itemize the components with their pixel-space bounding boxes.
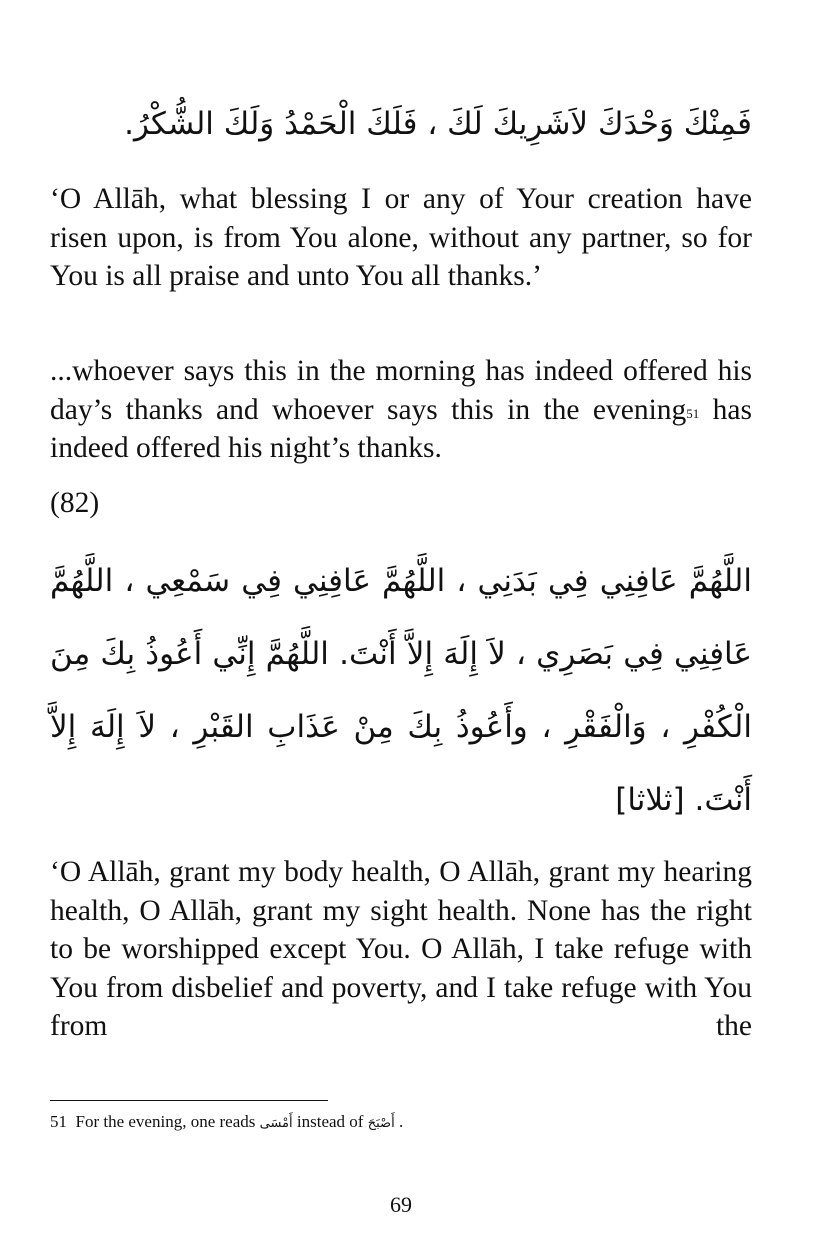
footnote bbox=[50, 1110, 403, 1136]
footnote-text-end: . bbox=[398, 1112, 404, 1131]
arabic-verse-ending: فَمِنْكَ وَحْدَكَ لاَشَرِيكَ لَكَ ، فَلَكَ الْحَمْدُ وَلَكَ الشُّكْرُ. bbox=[124, 106, 752, 142]
arabic-supplication: اللَّهُمَّ عَافِنِي فِي بَدَنِي ، اللَّهُمَّ عَافِنِي فِي سَمْعِي ، اللَّهُمَّ عَافِنِي فِي بَصَرِي ، لاَ إِلَهَ إِلاَّ أَنْتَ. اللَّهُمَّ إِنِّي أَعُوذُ بِكَ مِنَ الْكُفْرِ ، وَالْفَقْرِ ، وأَعُوذُ بِكَ مِنْ عَذَابِ القَبْرِ ، لاَ إِلَهَ إِلاَّ أَنْتَ. [ثلاثا] bbox=[50, 563, 752, 818]
footnote-text-before: For the evening, one reads bbox=[75, 1112, 256, 1131]
footnote-text-middle: instead of bbox=[296, 1112, 364, 1131]
note-paragraph bbox=[50, 352, 752, 468]
footnote-arabic-word-morning: أَصْبَحَ bbox=[367, 1116, 395, 1131]
page-number: 69 bbox=[390, 1192, 412, 1217]
book-page bbox=[50, 0, 752, 1256]
translation-paragraph-2: ‘O Allāh, grant my body health, O Allāh, grant my hearing health, O Allāh, grant my sight health. None has the right to be worshipped except You. O Allāh, I take refuge with You from disbelief and poverty, and I take refuge with You from the bbox=[50, 856, 752, 1042]
note-text-before: ...whoever says this in the morning has indeed offered his day’s thanks and whoever says this in the evening bbox=[50, 355, 752, 426]
supplication-number: (82) bbox=[50, 487, 100, 519]
footnote-reference[interactable]: 51 bbox=[686, 405, 700, 421]
note-text-after: has indeed offered his night’s thanks. bbox=[50, 393, 753, 464]
footnote-number: 51 bbox=[50, 1112, 67, 1131]
footnote-arabic-word-evening: أَمْسَى bbox=[259, 1116, 293, 1131]
footnote-divider bbox=[50, 1100, 328, 1101]
translation-paragraph-1: ‘O Allāh, what blessing I or any of Your creation have risen upon, is from You alone, without any partner, so for You is all praise and unto You all thanks.’ bbox=[50, 183, 752, 292]
